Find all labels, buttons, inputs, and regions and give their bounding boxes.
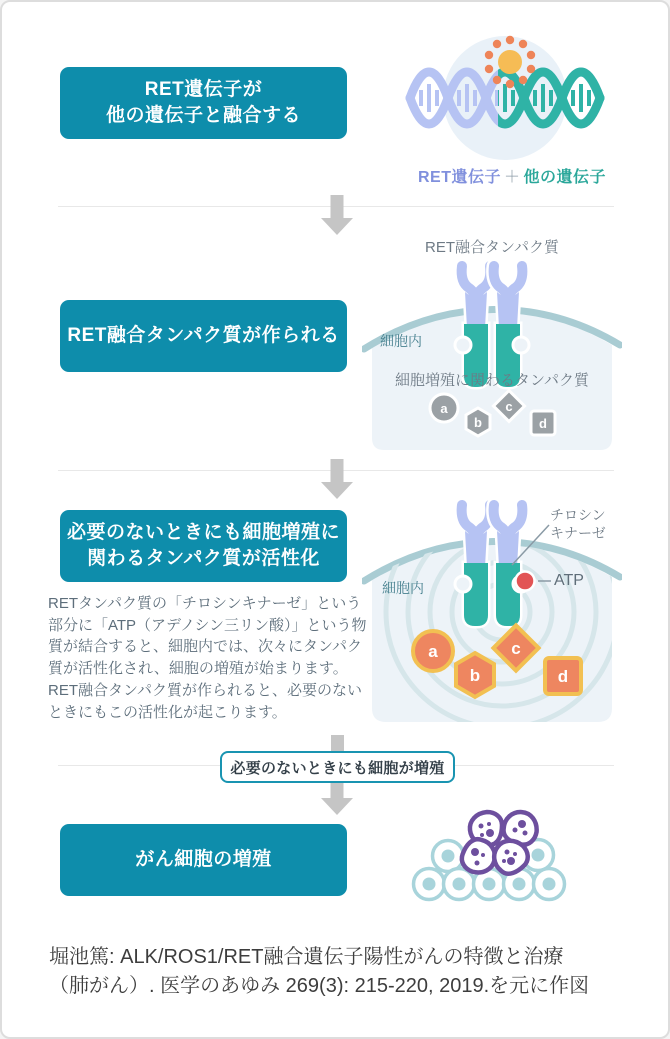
citation-line1: 堀池篤: ALK/ROS1/RET融合遺伝子陽性がんの特徴と治療 xyxy=(49,946,564,968)
svg-text:b: b xyxy=(474,415,482,430)
step4-box-text: がん細胞の増殖 xyxy=(135,849,272,870)
svg-text:a: a xyxy=(440,401,448,416)
svg-text:d: d xyxy=(557,667,569,686)
dna-caption xyxy=(392,164,632,187)
dna-caption-other: 他の遺伝子 xyxy=(523,169,607,186)
step3-box-line2: 関わるタンパク質が活性化 xyxy=(87,548,320,569)
dna-caption-plus: ＋ xyxy=(503,169,521,186)
svg-text:d: d xyxy=(539,416,547,431)
svg-text:c: c xyxy=(511,639,521,658)
svg-text:c: c xyxy=(505,399,513,414)
citation xyxy=(49,943,641,1001)
step4-box xyxy=(60,824,347,896)
svg-text:b: b xyxy=(469,666,481,685)
growth-proteins-label: 細胞増殖に関わるタンパク質 xyxy=(395,372,589,389)
cell-interior-label: 細胞内 xyxy=(382,580,424,596)
svg-text:a: a xyxy=(428,642,438,661)
down-arrow-3-stem xyxy=(331,735,344,751)
step3-box xyxy=(60,510,347,582)
fusion-protein-label: RET融合タンパク質 xyxy=(425,239,559,256)
step3-box-line1: 必要のないときにも細胞増殖に xyxy=(66,522,340,543)
interim-pill: 必要のないときにも細胞が増殖 xyxy=(220,751,455,783)
down-arrow-2 xyxy=(320,459,354,499)
down-arrow-3-head xyxy=(320,783,354,815)
citation-line2: （肺がん）. 医学のあゆみ 269(3): 215-220, 2019.を元に作図 xyxy=(49,975,590,997)
atp-molecule xyxy=(516,572,535,591)
tyrosine-kinase-label: チロシン キナーゼ xyxy=(550,507,606,541)
dna-caption-ret: RET遺伝子 xyxy=(417,169,501,186)
step2-box-text: RET融合タンパク質が作られる xyxy=(67,325,340,346)
step1-box-line1: RET遺伝子が xyxy=(144,79,263,100)
step1-box-line2: 他の遺伝子と融合する xyxy=(105,105,301,126)
step1-box xyxy=(60,67,347,139)
down-arrow-1 xyxy=(320,195,354,235)
step3-description: RETタンパク質の「チロシンキナーゼ」という部分に「ATP（アデノシン三リン酸）」という物質が結合すると、細胞内では、次々にタンパク質が活性化され、細胞の増殖が始まります。RET融合タンパク質が作られると、必要のないときにもこの活性化が起こります。 xyxy=(48,595,367,721)
cell-interior-label: 細胞内 xyxy=(380,333,422,349)
step2-box xyxy=(60,300,347,372)
atp-label: ATP xyxy=(554,572,584,589)
cancer-cells-illustration xyxy=(402,800,582,908)
